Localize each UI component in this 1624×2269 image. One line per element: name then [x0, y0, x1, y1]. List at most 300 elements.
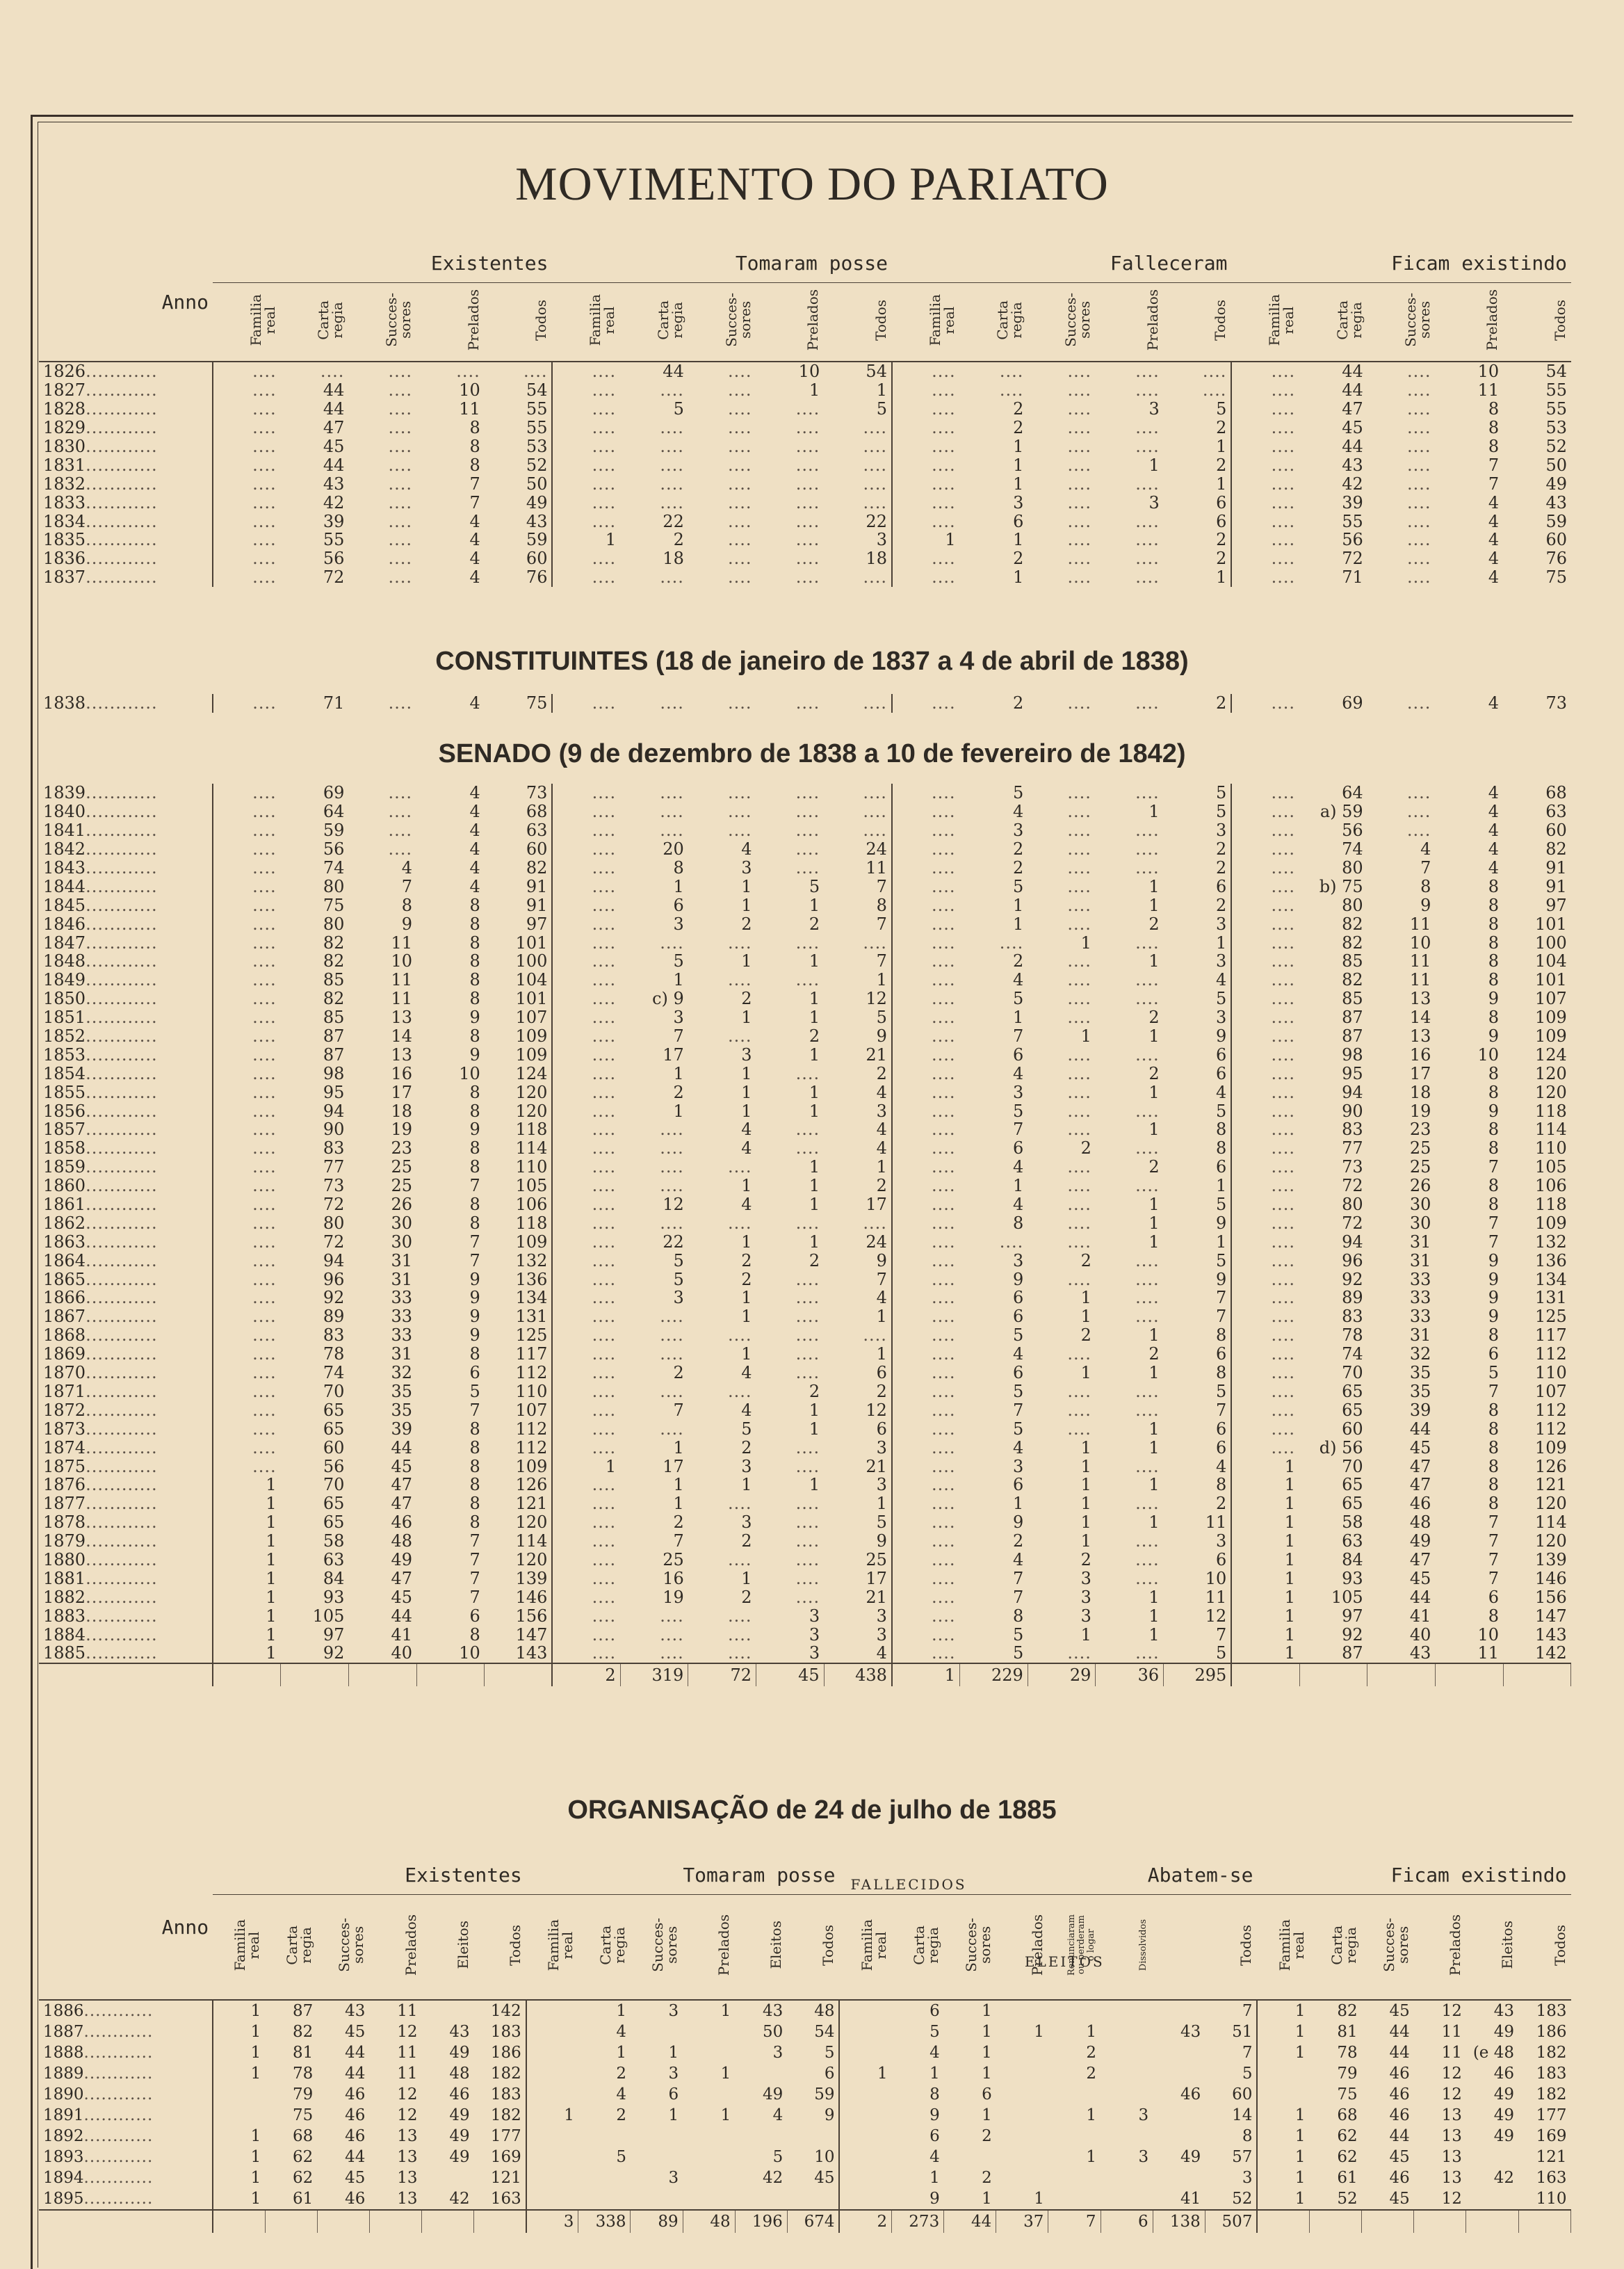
empty-dots: .... — [795, 694, 820, 713]
cell-value: 5 — [1012, 1625, 1024, 1644]
value-cell — [756, 1326, 825, 1345]
cell-value: 72 — [1342, 1176, 1363, 1195]
cell-value: 1 — [1013, 531, 1024, 549]
cell-value: 6 — [929, 2002, 940, 2020]
cell-value: 112 — [515, 1419, 548, 1439]
value-cell — [824, 990, 892, 1008]
value-cell — [620, 1177, 688, 1195]
cell-value: 5 — [673, 1251, 684, 1270]
table-row — [39, 1101, 1571, 1120]
value-cell — [1367, 512, 1436, 531]
value-cell — [1257, 2000, 1309, 2021]
cell-value: 4 — [1488, 784, 1500, 802]
section-organisacao — [0, 1795, 1624, 1825]
value-cell — [1367, 455, 1436, 474]
year-cell — [39, 1195, 213, 1214]
cell-value: 43 — [763, 2002, 783, 2020]
value-cell — [1164, 1532, 1232, 1551]
value-cell — [416, 1213, 485, 1232]
empty-dots: .... — [932, 1400, 956, 1420]
total-cell — [265, 2210, 317, 2233]
empty-dots: .... — [1067, 1213, 1091, 1233]
value-cell — [824, 840, 892, 859]
value-cell — [552, 1008, 620, 1027]
value-cell — [688, 1644, 756, 1663]
empty-dots: .... — [388, 418, 413, 437]
cell-value: 8 — [1420, 877, 1431, 896]
value-cell — [552, 694, 620, 713]
value-cell — [960, 952, 1028, 971]
total-cell — [683, 2210, 735, 2233]
value-cell — [416, 1364, 485, 1382]
value-cell — [552, 952, 620, 971]
value-cell — [1503, 990, 1571, 1008]
cell-value: 1 — [720, 2106, 731, 2124]
value-cell — [839, 2063, 891, 2084]
cell-value: 82 — [1342, 933, 1363, 953]
value-cell — [1231, 1400, 1299, 1419]
empty-dots: .... — [252, 1307, 277, 1326]
value-cell — [892, 512, 960, 531]
cell-value: 6 — [1216, 1064, 1227, 1083]
value-cell — [1096, 1270, 1164, 1289]
value-cell — [1164, 990, 1232, 1008]
cell-value: 9 — [401, 914, 413, 934]
value-cell — [1299, 1008, 1367, 1027]
total-cell — [213, 1663, 281, 1686]
section-constituintes — [0, 647, 1624, 677]
value-cell — [485, 821, 553, 840]
value-cell — [526, 2084, 578, 2105]
empty-dots: .... — [932, 1045, 956, 1065]
value-cell — [892, 821, 960, 840]
value-cell — [787, 2084, 839, 2105]
value-cell — [960, 1158, 1028, 1177]
value-cell — [1231, 1213, 1299, 1232]
empty-dots: .... — [1067, 418, 1092, 437]
value-cell — [1299, 1382, 1367, 1401]
value-cell — [1028, 990, 1096, 1008]
cell-value: 33 — [1409, 1307, 1431, 1326]
value-cell — [1164, 1083, 1232, 1101]
empty-dots: .... — [932, 1026, 956, 1046]
empty-dots: .... — [1067, 493, 1092, 512]
value-cell — [1362, 2084, 1414, 2105]
value-cell — [960, 474, 1028, 493]
value-cell — [1367, 1270, 1436, 1289]
value-cell — [485, 1064, 553, 1083]
value-cell — [348, 1270, 416, 1289]
value-cell — [631, 2000, 683, 2021]
total-cell — [474, 2210, 526, 2233]
cell-value: 5 — [1216, 1382, 1227, 1401]
value-cell — [1435, 1195, 1503, 1214]
empty-dots: .... — [932, 1588, 956, 1607]
value-cell — [1299, 1326, 1367, 1345]
cell-value: 9 — [1216, 1026, 1227, 1046]
value-cell — [620, 1120, 688, 1139]
value-cell — [213, 1232, 281, 1251]
value-cell — [1299, 694, 1367, 713]
leader-dots: ............ — [86, 1213, 158, 1233]
empty-dots: .... — [863, 1213, 887, 1233]
cell-value: 6 — [1216, 512, 1227, 531]
empty-dots: .... — [1067, 952, 1091, 971]
value-cell — [213, 2105, 265, 2126]
table-row — [39, 549, 1571, 568]
cell-value: 8 — [469, 1344, 480, 1364]
cell-value: 6 — [1012, 1307, 1024, 1326]
cell-value: 83 — [323, 1138, 345, 1158]
empty-dots: .... — [1067, 839, 1091, 859]
value-cell — [1164, 362, 1232, 381]
empty-dots: .... — [252, 896, 277, 915]
empty-dots: .... — [727, 1643, 752, 1663]
empty-dots: .... — [1202, 362, 1227, 381]
leader-dots: ............ — [86, 362, 158, 381]
value-cell — [552, 531, 620, 549]
cell-value: 8 — [1488, 418, 1500, 437]
cell-value: 8 — [1488, 437, 1500, 456]
cell-value: 1 — [982, 2002, 992, 2020]
cell-value: 1 — [616, 2044, 626, 2062]
subcol-label: Carta regia — [284, 1925, 315, 1965]
cell-value: 107 — [515, 1400, 548, 1420]
subcol-label: Todos — [872, 299, 889, 341]
cell-value: 87 — [1342, 1008, 1363, 1027]
leader-dots: ............ — [86, 1101, 158, 1121]
empty-dots: .... — [999, 380, 1024, 400]
value-cell — [1436, 512, 1504, 531]
value-cell — [1435, 1513, 1503, 1532]
cell-value: 44 — [1409, 1588, 1431, 1607]
value-cell — [369, 2147, 421, 2167]
empty-dots: .... — [728, 362, 752, 381]
table-row — [39, 952, 1571, 971]
value-cell — [416, 400, 485, 419]
year-label: 1871 — [43, 1382, 86, 1401]
cell-value: 6 — [1216, 1419, 1227, 1439]
empty-dots: .... — [1135, 1138, 1160, 1158]
value-cell — [1435, 1476, 1503, 1494]
value-cell — [1299, 971, 1367, 990]
empty-dots: .... — [592, 437, 617, 456]
value-cell — [756, 1232, 825, 1251]
cell-value: 11 — [397, 2044, 418, 2062]
value-cell — [1503, 1120, 1571, 1139]
cell-value: 1 — [982, 2044, 992, 2062]
value-cell — [1362, 2042, 1414, 2063]
cell-value: 4 — [876, 1120, 887, 1139]
value-cell — [1096, 1251, 1164, 1270]
value-cell — [1096, 896, 1164, 914]
value-cell — [1028, 1513, 1096, 1532]
cell-value: 131 — [515, 1307, 548, 1326]
empty-dots: .... — [388, 493, 413, 512]
value-cell — [1257, 2021, 1309, 2042]
value-cell — [485, 1494, 553, 1513]
value-cell — [1362, 2000, 1414, 2021]
cell-value: 30 — [391, 1213, 413, 1233]
value-cell — [824, 493, 892, 512]
empty-dots: .... — [660, 493, 684, 512]
value-cell — [1503, 1101, 1571, 1120]
empty-dots: .... — [795, 1569, 820, 1588]
cell-value: 7 — [1012, 1588, 1024, 1607]
value-cell — [1367, 1551, 1436, 1569]
cell-value: 65 — [1342, 1382, 1363, 1401]
value-cell — [1231, 568, 1299, 587]
value-cell — [1028, 1213, 1096, 1232]
empty-dots: .... — [795, 437, 820, 456]
year-cell — [39, 1120, 213, 1139]
value-cell — [281, 1345, 349, 1364]
value-cell — [756, 1177, 825, 1195]
cell-value: 1 — [266, 1588, 277, 1607]
cell-value: 1 — [809, 1176, 820, 1195]
cell-value: 49 — [1493, 2106, 1514, 2124]
cell-value: 84 — [323, 1569, 345, 1588]
value-cell — [1164, 952, 1232, 971]
cell-value: 12 — [1441, 2085, 1462, 2104]
value-cell — [756, 694, 825, 713]
value-cell — [1096, 1177, 1164, 1195]
cell-value: 1 — [720, 2002, 731, 2020]
value-cell — [1231, 784, 1299, 802]
value-cell — [688, 568, 756, 587]
table-row — [39, 1045, 1571, 1064]
value-cell — [1028, 1027, 1096, 1046]
value-cell — [1367, 1513, 1436, 1532]
value-cell — [1435, 1120, 1503, 1139]
cell-value: 12 — [397, 2085, 418, 2104]
cell-value: 51 — [1232, 2023, 1253, 2041]
value-cell — [485, 1139, 553, 1158]
empty-dots: .... — [863, 802, 887, 821]
cell-value: 9 — [469, 1307, 480, 1326]
cell-value: 4 — [741, 1120, 752, 1139]
empty-dots: .... — [1271, 970, 1295, 990]
cell-value: 31 — [1409, 1232, 1431, 1252]
value-cell — [944, 2042, 996, 2063]
value-cell — [787, 2063, 839, 2084]
cell-value: 8 — [469, 933, 480, 953]
value-cell — [620, 1158, 688, 1177]
cell-value: 110 — [515, 1157, 548, 1177]
value-cell — [1503, 474, 1571, 493]
value-cell — [422, 2167, 474, 2188]
value-cell — [1362, 2105, 1414, 2126]
value-cell — [422, 2000, 474, 2021]
value-cell — [756, 1289, 825, 1307]
value-cell — [281, 1644, 349, 1663]
cell-value: 7 — [876, 914, 887, 934]
cell-value: 8 — [469, 1101, 480, 1121]
value-cell — [213, 1326, 281, 1345]
empty-dots: .... — [252, 1251, 277, 1270]
value-cell — [552, 512, 620, 531]
empty-dots: .... — [795, 455, 820, 475]
cell-value: 106 — [1534, 1176, 1567, 1195]
constituintes-label: CONSTITUINTES (18 de janeiro de 1837 a 4 de abril de 1838) — [435, 647, 1189, 676]
value-cell — [1299, 1120, 1367, 1139]
value-cell — [960, 877, 1028, 896]
empty-dots: .... — [660, 474, 684, 494]
value-cell — [1518, 2147, 1571, 2167]
value-cell — [552, 1120, 620, 1139]
leader-dots: ............ — [86, 399, 158, 419]
value-cell — [1028, 1644, 1096, 1663]
empty-dots: .... — [795, 567, 820, 587]
value-cell — [369, 2126, 421, 2147]
value-cell — [281, 1326, 349, 1345]
cell-value: 114 — [515, 1138, 548, 1158]
value-cell — [892, 1083, 960, 1101]
cell-value: 8 — [469, 1457, 480, 1476]
year-label: 1895 — [43, 2190, 84, 2208]
value-cell — [960, 1232, 1028, 1251]
empty-dots: .... — [1271, 1101, 1295, 1121]
value-cell — [348, 1008, 416, 1027]
year-cell — [39, 859, 213, 878]
cell-value: 42 — [1342, 474, 1363, 494]
cell-value: 11 — [1409, 914, 1431, 934]
cell-value: 132 — [1534, 1232, 1567, 1252]
value-cell — [620, 381, 688, 400]
subcol-header — [756, 283, 825, 362]
value-cell — [281, 381, 349, 400]
value-cell — [369, 2167, 421, 2188]
empty-dots: .... — [592, 858, 617, 878]
empty-dots: .... — [252, 989, 277, 1008]
empty-dots: .... — [932, 1419, 956, 1439]
value-cell — [369, 2063, 421, 2084]
empty-dots: .... — [1135, 1494, 1160, 1513]
value-cell — [756, 971, 825, 990]
year-label: 1891 — [43, 2106, 84, 2124]
cell-value: 7 — [1488, 1157, 1500, 1177]
empty-dots: .... — [932, 1289, 956, 1307]
value-cell — [892, 1326, 960, 1345]
value-cell — [485, 971, 553, 990]
empty-dots: .... — [795, 1550, 820, 1569]
value-cell — [1048, 2105, 1101, 2126]
cell-value: 12 — [1441, 2065, 1462, 2083]
cell-value: 7 — [1488, 1531, 1500, 1551]
cell-value: 58 — [323, 1531, 345, 1551]
value-cell — [1503, 1345, 1571, 1364]
cell-value: 50 — [1545, 455, 1567, 475]
value-cell — [422, 2063, 474, 2084]
cell-value: 21 — [866, 1045, 887, 1065]
value-cell — [485, 493, 553, 512]
year-label: 1845 — [43, 896, 86, 915]
cell-value: 2 — [741, 1270, 752, 1289]
value-cell — [892, 400, 960, 419]
empty-dots: .... — [932, 1064, 956, 1083]
value-cell — [1299, 419, 1367, 437]
value-cell — [631, 2188, 683, 2210]
value-cell — [213, 2063, 265, 2084]
value-cell — [1299, 802, 1367, 821]
empty-dots: .... — [592, 1138, 617, 1158]
value-cell — [824, 1438, 892, 1457]
value-cell — [735, 2105, 787, 2126]
cell-value: 3 — [673, 1289, 684, 1307]
value-cell — [960, 1551, 1028, 1569]
cell-value: 4 — [741, 839, 752, 859]
empty-dots: .... — [1135, 784, 1160, 802]
cell-value: 2 — [1216, 694, 1227, 713]
subcol-label: Familia real — [247, 293, 278, 346]
cell-value: 1 — [1148, 1625, 1160, 1644]
value-cell — [756, 896, 825, 914]
cell-value: 12 — [663, 1195, 684, 1214]
year-cell — [39, 419, 213, 437]
cell-value: 9 — [876, 1026, 887, 1046]
cell-value: 7 — [1012, 1400, 1024, 1420]
empty-dots: .... — [1135, 1270, 1160, 1289]
value-cell — [1299, 1625, 1367, 1644]
cell-value: 91 — [1545, 858, 1567, 878]
value-cell — [756, 549, 825, 568]
cell-value: 8 — [1216, 1325, 1227, 1345]
cell-value: 48 — [1409, 1512, 1431, 1532]
cell-value: 1 — [809, 1101, 820, 1121]
cell-value: 1 — [1013, 567, 1024, 587]
cell-value: 4 — [469, 512, 480, 531]
value-cell — [824, 531, 892, 549]
subcol-header — [787, 1895, 839, 2001]
value-cell — [1164, 1064, 1232, 1083]
empty-dots: .... — [592, 1289, 617, 1307]
value-cell — [688, 1326, 756, 1345]
cell-value: 1 — [266, 1550, 277, 1569]
value-cell — [1164, 1307, 1232, 1326]
cell-value: 3 — [876, 1606, 887, 1626]
value-cell — [1257, 2126, 1309, 2147]
value-cell — [416, 512, 485, 531]
value-cell — [281, 1494, 349, 1513]
cell-value: 2 — [741, 989, 752, 1008]
value-cell — [839, 2021, 891, 2042]
leader-dots: ............ — [86, 970, 158, 990]
cell-value: 1 — [1148, 877, 1160, 896]
cell-value: 68 — [293, 2127, 314, 2145]
cell-value: 25 — [663, 1550, 684, 1569]
cell-value: 9 — [1012, 1512, 1024, 1532]
cell-value: 35 — [1409, 1363, 1431, 1382]
value-cell — [1164, 1158, 1232, 1177]
value-cell — [317, 2188, 369, 2210]
year-cell — [39, 1625, 213, 1644]
year-cell — [39, 1027, 213, 1046]
empty-dots: .... — [1135, 694, 1160, 713]
value-cell — [996, 2105, 1048, 2126]
empty-dots: .... — [592, 1438, 617, 1458]
empty-dots: .... — [932, 1307, 956, 1326]
cell-value: 1 — [1148, 1588, 1160, 1607]
value-cell — [552, 1251, 620, 1270]
value-cell — [960, 1307, 1028, 1326]
year-label: 1826 — [43, 362, 86, 381]
empty-dots: .... — [1067, 380, 1092, 400]
cell-value: 46 — [345, 2085, 366, 2104]
value-cell — [756, 1364, 825, 1382]
empty-dots: .... — [1271, 858, 1295, 878]
value-cell — [892, 2147, 944, 2167]
value-cell — [1048, 2084, 1101, 2105]
